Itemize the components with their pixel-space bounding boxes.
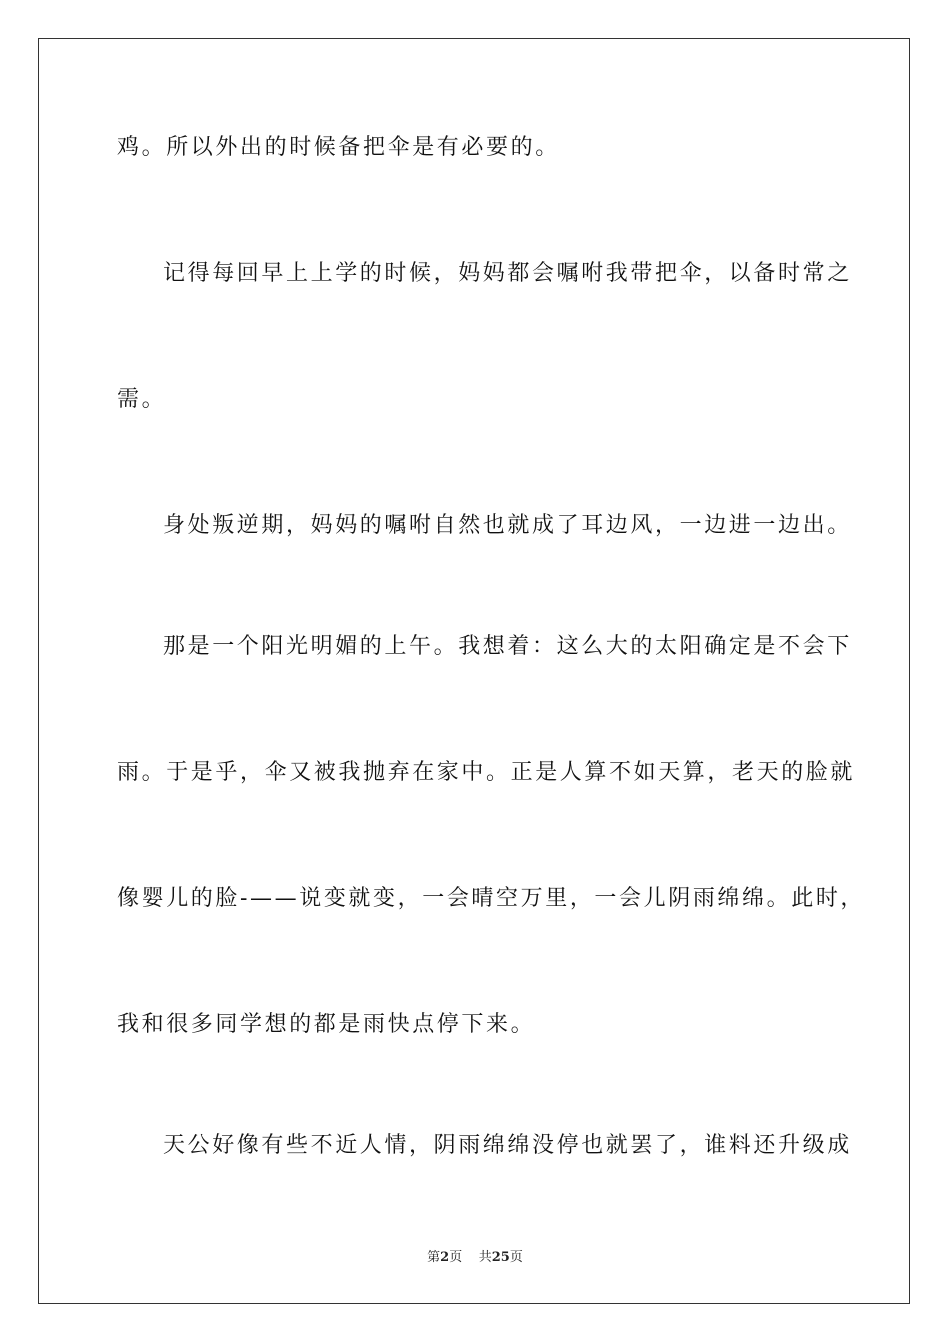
text-line: 身处叛逆期，妈妈的嘱咐自然也就成了耳边风，一边进一边出。 bbox=[163, 513, 852, 538]
page-border bbox=[38, 38, 910, 1304]
page-footer bbox=[0, 1246, 950, 1265]
page-number: 2 bbox=[440, 1250, 450, 1265]
total-prefix: 共 bbox=[478, 1250, 492, 1265]
page-suffix: 页 bbox=[449, 1250, 463, 1265]
page-prefix: 第 bbox=[427, 1250, 441, 1265]
total-suffix: 页 bbox=[509, 1250, 523, 1265]
text-line: 雨。于是乎，伞又被我抛弃在家中。正是人算不如天算，老天的脸就 bbox=[117, 760, 856, 785]
text-line: 需。 bbox=[117, 387, 167, 412]
text-line: 记得每回早上上学的时候，妈妈都会嘱咐我带把伞，以备时常之 bbox=[163, 261, 852, 286]
text-line: 天公好像有些不近人情，阴雨绵绵没停也就罢了，谁料还升级成 bbox=[163, 1133, 852, 1158]
text-line: 像婴儿的脸-——说变就变，一会晴空万里，一会儿阴雨绵绵。此时， bbox=[117, 886, 866, 911]
text-line: 那是一个阳光明媚的上午。我想着：这么大的太阳确定是不会下 bbox=[163, 634, 852, 659]
text-line: 鸡。所以外出的时候备把伞是有必要的。 bbox=[117, 135, 560, 160]
total-pages: 25 bbox=[491, 1250, 510, 1265]
text-line: 我和很多同学想的都是雨快点停下来。 bbox=[117, 1012, 536, 1037]
